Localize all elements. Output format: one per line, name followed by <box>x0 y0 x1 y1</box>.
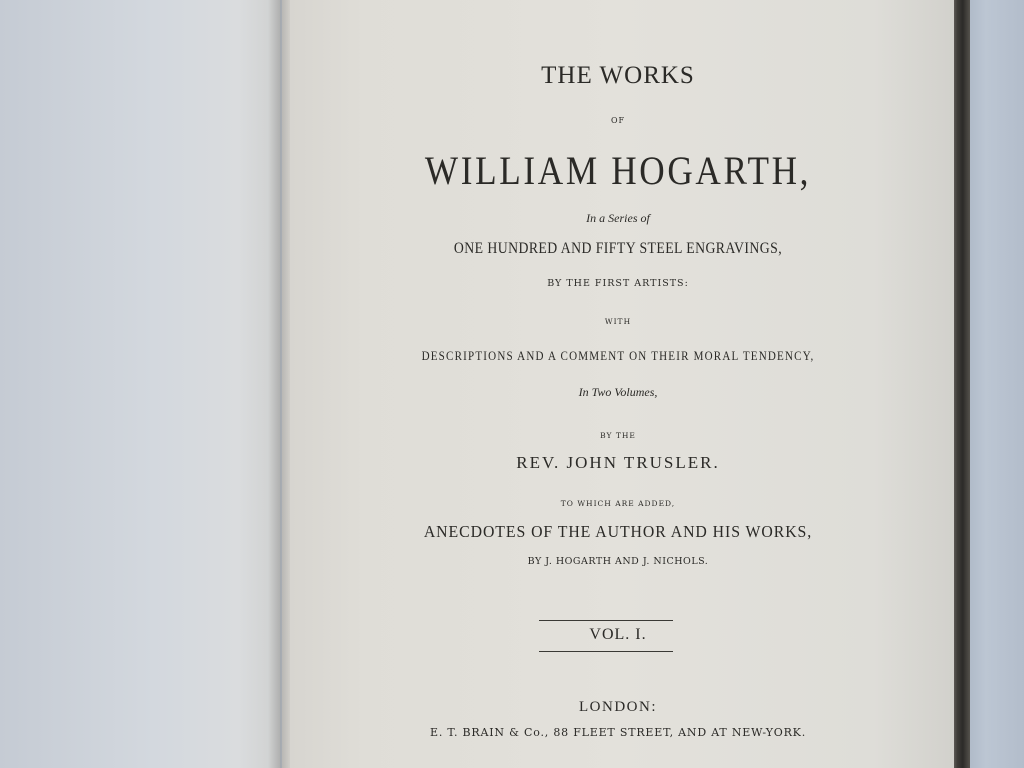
title-line: THE WORKS <box>541 62 695 89</box>
page-gutter-shadow <box>268 0 290 768</box>
series-line: In a Series of <box>586 211 650 225</box>
artists-line: BY THE FIRST ARTISTS: <box>547 278 689 289</box>
book-binding-edge <box>952 0 970 768</box>
anecdotes-authors: BY J. HOGARTH AND J. NICHOLS. <box>527 556 709 567</box>
anecdotes-line: ANECDOTES OF THE AUTHOR AND HIS WORKS, <box>423 522 813 541</box>
publisher-line: E. T. BRAIN & Co., 88 FLEET STREET, AND AT NEW-YORK. <box>430 726 806 739</box>
engravings-line: ONE HUNDRED AND FIFTY STEEL ENGRAVINGS, <box>453 240 783 257</box>
title-of: OF <box>610 116 626 125</box>
by-the-line: BY THE <box>600 431 636 440</box>
descriptions-line: DESCRIPTIONS AND A COMMENT ON THEIR MORAL TENDENCY, <box>421 348 815 363</box>
volume-label: VOL. I. <box>589 626 647 643</box>
author-name: WILLIAM HOGARTH, <box>424 148 812 193</box>
title-page <box>282 0 954 768</box>
with-line: WITH <box>604 317 632 326</box>
commentator-name: REV. JOHN TRUSLER. <box>516 453 720 472</box>
left-blank-page <box>0 0 280 768</box>
added-line: TO WHICH ARE ADDED, <box>560 499 676 508</box>
volumes-line: In Two Volumes, <box>578 385 658 399</box>
volume-rule-bottom <box>539 651 673 652</box>
volume-rule-top <box>539 620 673 621</box>
place-of-publication: LONDON: <box>579 699 657 715</box>
